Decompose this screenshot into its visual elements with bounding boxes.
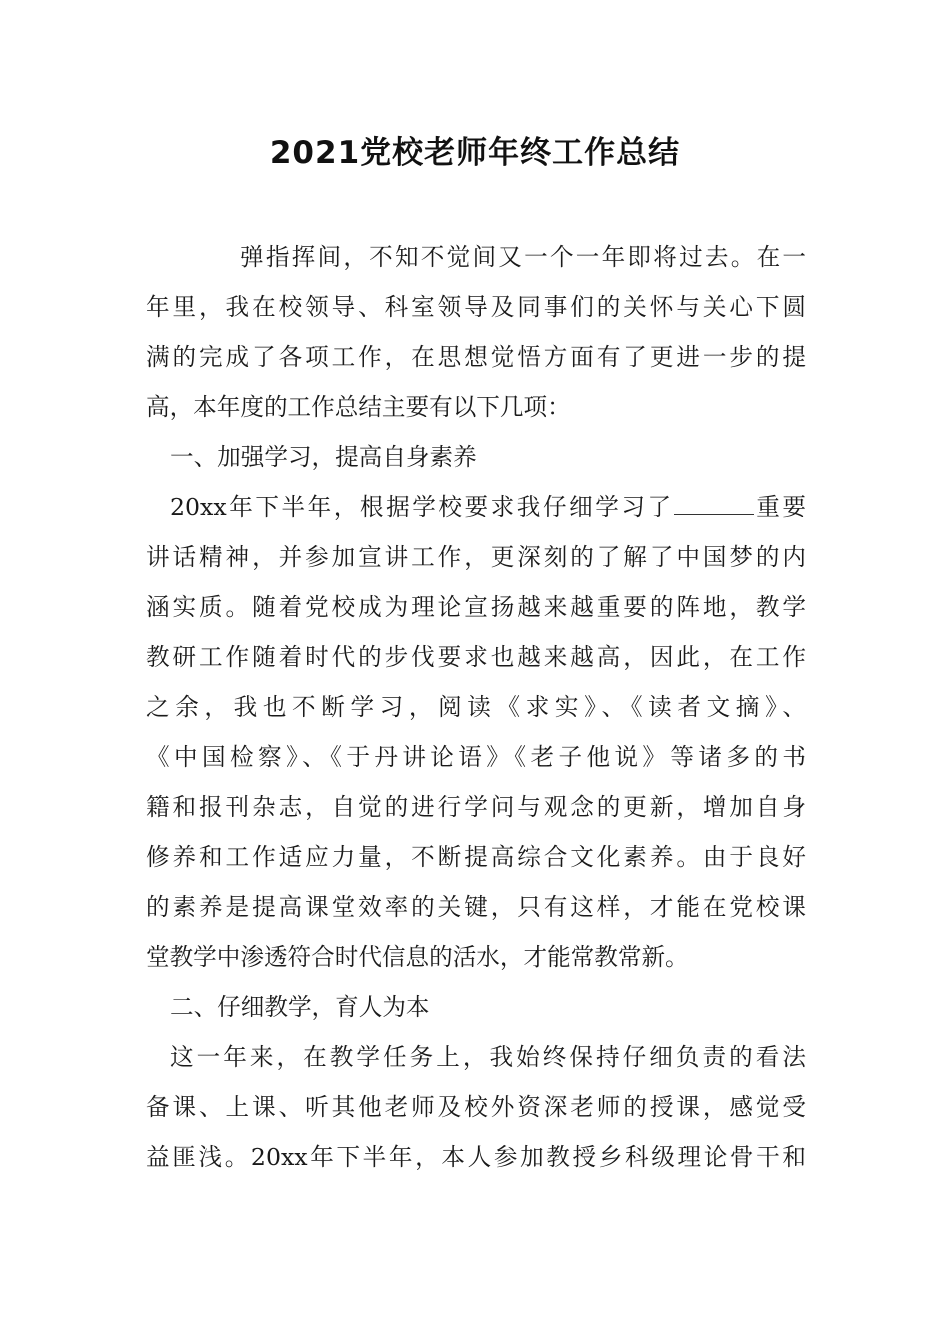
paragraph-line: 弹指挥间，不知不觉间又一个一年即将过去。在一 <box>240 243 806 271</box>
section-heading: 二、仔细教学，育人为本 <box>170 993 430 1021</box>
document-title: 2021党校老师年终工作总结 <box>269 135 681 171</box>
section-heading: 一、加强学习，提高自身素养 <box>170 443 477 471</box>
paragraph-line: 《中国检察》、《于丹讲论语》《老子他说》等诸多的书 <box>146 743 806 771</box>
paragraph-line: 备课、上课、听其他老师及校外资深老师的授课，感觉受 <box>146 1093 806 1121</box>
paragraph-line: 益匪浅。20xx年下半年，本人参加教授乡科级理论骨干和 <box>146 1143 806 1171</box>
paragraph-line: 的素养是提高课堂效率的关键，只有这样，才能在党校课 <box>146 893 806 921</box>
paragraph-line: 之余，我也不断学习，阅读《求实》、《读者文摘》、 <box>146 693 806 721</box>
line-text: 重要 <box>753 493 806 521</box>
paragraph-line: 籍和报刊杂志，自觉的进行学问与观念的更新，增加自身 <box>146 793 806 821</box>
paragraph-line: 满的完成了各项工作，在思想觉悟方面有了更进一步的提 <box>146 343 806 371</box>
paragraph-line: 修养和工作适应力量，不断提高综合文化素养。由于良好 <box>146 843 806 871</box>
paragraph-line: 年里，我在校领导、科室领导及同事们的关怀与关心下圆 <box>146 293 806 321</box>
paragraph-line: 涵实质。随着党校成为理论宣扬越来越重要的阵地，教学 <box>146 593 806 621</box>
paragraph-line: 教研工作随着时代的步伐要求也越来越高，因此，在工作 <box>146 643 806 671</box>
paragraph-line: 这一年来，在教学任务上，我始终保持仔细负责的看法 <box>170 1043 806 1071</box>
fill-in-blank <box>674 494 754 515</box>
paragraph-line <box>146 482 806 532</box>
document-body <box>146 232 806 1182</box>
paragraph-line: 高，本年度的工作总结主要有以下几项： <box>146 393 571 421</box>
paragraph-line: 讲话精神，并参加宣讲工作，更深刻的了解了中国梦的内 <box>146 543 806 571</box>
line-text: 20xx年下半年，根据学校要求我仔细学习了 <box>170 493 674 521</box>
paragraph-line: 堂教学中渗透符合时代信息的活水，才能常教常新。 <box>146 943 689 971</box>
